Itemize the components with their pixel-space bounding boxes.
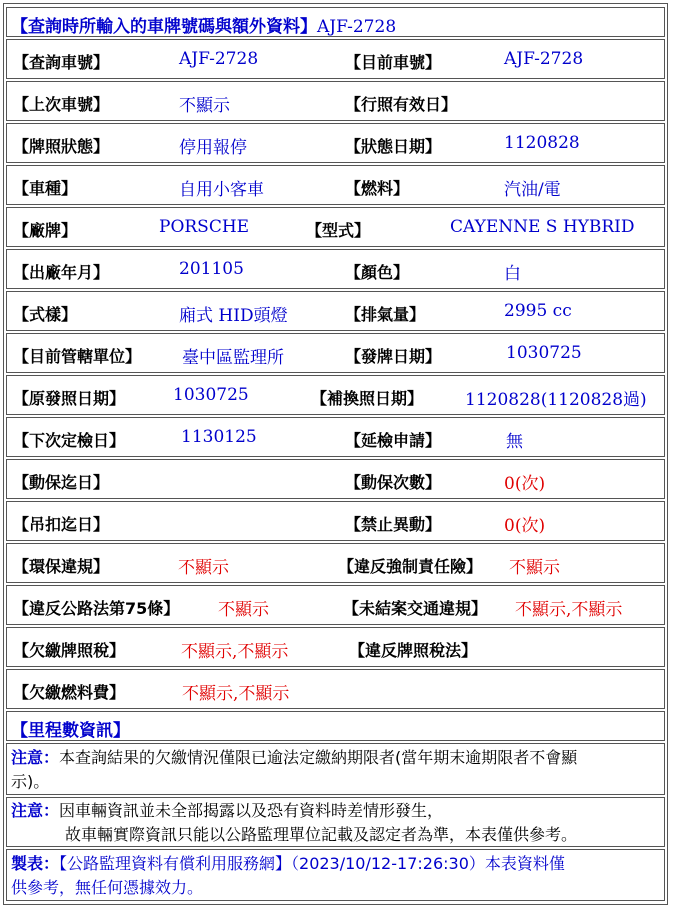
field-value: 1120828(1120828過) [465, 390, 647, 410]
field-value: 自用小客車 [179, 180, 264, 200]
field-value: 停用報停 [179, 138, 247, 158]
field-label: 【欠繳牌照稅】 [13, 641, 126, 660]
field-value: 不顯示,不顯示 [181, 642, 289, 662]
field-label: 【動保迄日】 [13, 473, 110, 492]
info-row [6, 165, 665, 205]
field-value: AJF-2728 [179, 49, 259, 69]
field-label: 【顏色】 [345, 263, 410, 282]
info-row [6, 501, 665, 541]
field-label: 【上次車號】 [13, 95, 110, 114]
note-2-label: 注意： [11, 801, 60, 820]
field-value: 不顯示,不顯示 [182, 684, 290, 704]
info-row [6, 543, 665, 583]
field-label: 【牌照狀態】 [13, 137, 110, 156]
note-row-3 [6, 849, 665, 901]
field-value: AJF-2728 [504, 49, 584, 69]
field-label: 【出廠年月】 [13, 263, 110, 282]
field-value: 廂式 HID頭燈 [179, 306, 288, 326]
note-2-text-a: 因車輛資訊並未全部揭露以及恐有資料時差情形發生， [59, 801, 444, 820]
field-value: 201105 [179, 259, 244, 279]
field-label: 【發牌日期】 [345, 347, 442, 366]
note-row-1 [6, 743, 665, 795]
field-value: 0(次) [504, 474, 546, 494]
field-value: 1130125 [181, 427, 257, 447]
field-value: 1030725 [506, 343, 582, 363]
info-row [6, 123, 665, 163]
info-row [6, 249, 665, 289]
field-label: 【下次定檢日】 [13, 431, 126, 450]
field-value: 不顯示 [179, 96, 230, 116]
field-label: 【延檢申請】 [345, 431, 442, 450]
field-label: 【禁止異動】 [345, 515, 442, 534]
field-value: 汽油/電 [504, 180, 561, 200]
field-label: 【查詢車號】 [13, 53, 110, 72]
info-row [6, 417, 665, 457]
note-row-2 [6, 797, 665, 847]
field-label: 【燃料】 [345, 179, 410, 198]
note-2-text-b: 故車輛實際資訊只能以公路監理單位記載及認定者為準，本表僅供參考。 [65, 825, 578, 844]
field-value: 不顯示 [509, 558, 560, 578]
note-3-text-b: 供參考，無任何憑據效力。 [11, 878, 204, 897]
field-label: 【未結案交通違規】 [343, 599, 488, 618]
field-label: 【補換照日期】 [311, 389, 424, 408]
info-row [6, 669, 665, 709]
field-value: 不顯示 [178, 558, 229, 578]
field-value: 2995 cc [504, 301, 572, 321]
query-header-title: 【查詢時所輸入的車牌號碼與額外資料】AJF-2728 [11, 17, 397, 37]
info-row [6, 627, 665, 667]
info-row [6, 39, 665, 79]
field-label: 【違反強制責任險】 [338, 557, 483, 576]
field-label: 【目前管轄單位】 [13, 347, 142, 366]
info-row [6, 333, 665, 373]
field-value: 0(次) [504, 516, 546, 536]
info-row [6, 459, 665, 499]
field-label: 【欠繳燃料費】 [13, 683, 126, 702]
mileage-label: 【里程數資訊】 [11, 721, 130, 741]
field-label: 【目前車號】 [345, 53, 442, 72]
info-row [6, 207, 665, 247]
field-value: CAYENNE S HYBRID [450, 217, 635, 237]
query-header-row [6, 7, 665, 37]
field-label: 【式樣】 [13, 305, 78, 324]
field-label: 【型式】 [306, 221, 371, 240]
field-value: 不顯示 [218, 600, 269, 620]
field-label: 【狀態日期】 [345, 137, 442, 156]
mileage-row [6, 711, 665, 741]
note-1-text-b: 示)。 [11, 772, 50, 791]
field-label: 【廠牌】 [13, 221, 78, 240]
field-label: 【排氣量】 [345, 305, 426, 324]
field-value: 1030725 [173, 385, 249, 405]
info-row [6, 81, 665, 121]
info-row [6, 375, 665, 415]
info-row [6, 585, 665, 625]
note-3-label: 製表： [11, 854, 60, 873]
field-label: 【環保違規】 [13, 557, 110, 576]
note-3-text-a: 【公路監理資料有償利用服務網】（2023/10/12-17:26:30）本表資料僅 [59, 854, 565, 873]
field-label: 【吊扣迄日】 [13, 515, 110, 534]
field-label: 【動保次數】 [345, 473, 442, 492]
note-1-text-a: 本查詢結果的欠繳情況僅限已逾法定繳納期限者(當年期末逾期限者不會顯 [59, 748, 578, 767]
field-label: 【車種】 [13, 179, 78, 198]
field-value: 不顯示,不顯示 [515, 600, 623, 620]
field-label: 【原發照日期】 [13, 389, 126, 408]
field-value: 白 [504, 264, 521, 284]
field-value: PORSCHE [159, 217, 250, 237]
field-value: 臺中區監理所 [182, 348, 284, 368]
field-value: 1120828 [504, 133, 580, 153]
field-label: 【違反牌照稅法】 [349, 641, 478, 660]
note-1-label: 注意： [11, 748, 60, 767]
field-value: 無 [506, 432, 523, 452]
field-label: 【違反公路法第75條】 [13, 599, 180, 618]
info-row [6, 291, 665, 331]
field-label: 【行照有效日】 [345, 95, 458, 114]
